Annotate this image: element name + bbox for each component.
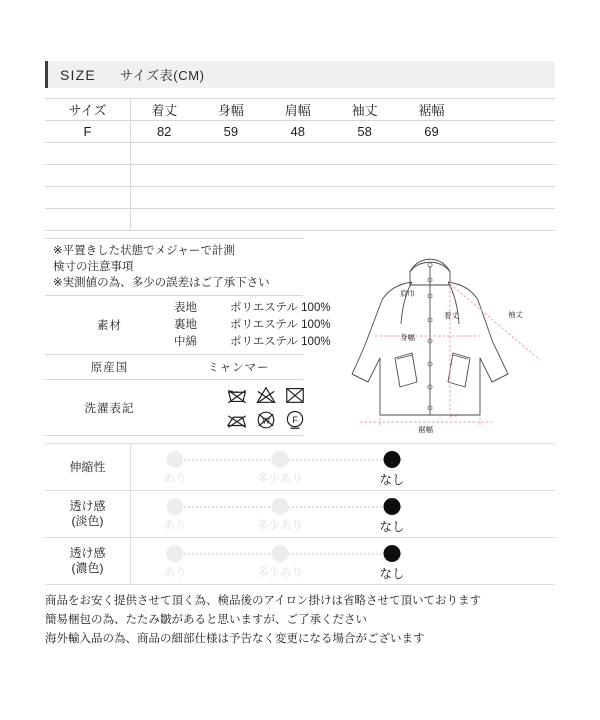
property-scale-stretch-cell [131,444,556,491]
scale-caption-0: あり [163,473,187,485]
cell-empty [45,143,131,165]
origin-row [45,355,303,380]
material-label: 素材 [45,296,174,355]
scale-point-0[interactable] [167,498,184,515]
property-label-line1: 透け感 [69,499,106,513]
table-row-empty [45,209,555,231]
note-line-2: 検寸の注意事項 [53,261,134,273]
table-row-empty [45,143,555,165]
property-scale-sheer-dark-cell [131,538,556,585]
property-label-line1: 伸縮性 [69,459,106,474]
cell-empty [331,165,398,187]
cell-empty [331,143,398,165]
cell-length: 82 [131,121,198,143]
scale-caption-2-selected: なし [379,567,405,581]
no-bleach-icon [255,384,277,406]
diagram-label-hem: 裾幅 [418,425,433,434]
cell-empty [131,165,198,187]
scale-point-0[interactable] [167,545,184,562]
fabric-property-table [45,443,555,585]
table-row-empty [45,187,555,209]
property-label-line1: 透け感 [69,546,106,560]
size-badge-label: SIZE [60,66,96,83]
property-scale-sheer-light [147,491,447,537]
measurement-notes-row [45,239,303,296]
size-table-header-row [45,99,555,121]
property-scale-sheer-light-cell [131,491,556,538]
size-header-bar [45,61,555,88]
property-scale-sheer-dark [147,538,447,584]
property-label-line2: (濃色) [71,561,104,575]
scale-track [175,506,402,508]
property-scale-stretch [147,444,447,490]
scale-track [175,553,402,555]
scale-caption-2-selected: なし [379,473,405,487]
cell-empty [465,165,555,187]
cell-sleeve: 58 [331,121,398,143]
property-row-stretch [45,444,555,491]
footer-line-1: 商品をお安く提供させて頂く為、検品後のアイロン掛けは省略させて頂いております [45,595,481,607]
dryclean-f-icon [284,409,306,431]
cell-empty [197,209,264,231]
cell-empty [197,143,264,165]
footer-line-2: 簡易梱包の為、たたみ皺があると思いますが、ご了承ください [45,614,367,626]
column-header-spacer [465,99,555,121]
no-machine-wash-icon [226,384,248,406]
svg-text:W: W [262,416,270,426]
column-header-length: 着丈 [131,99,198,121]
cell-empty [465,187,555,209]
cell-empty [331,209,398,231]
scale-caption-1: 多少あり [257,567,303,579]
cell-empty [264,209,331,231]
no-tumble-dry-icon [284,384,306,406]
footer-line-3: 海外輸入品の為、商品の細部仕様は予告なく変更になる場合がございます [45,633,425,645]
column-header-size: サイズ [45,99,131,121]
property-label-stretch [45,444,131,491]
property-label-line2: (淡色) [71,514,104,528]
scale-point-1[interactable] [272,545,289,562]
scale-caption-0: あり [163,520,187,532]
origin-label: 原産国 [45,355,174,380]
care-symbols [174,380,303,436]
cell-empty [131,187,198,209]
cell-empty [465,143,555,165]
cell-empty [131,209,198,231]
cell-empty [45,187,131,209]
product-spec-table [45,238,331,436]
cell-empty [45,209,131,231]
care-symbol-row-1 [226,384,306,406]
cell-empty [264,165,331,187]
cell-empty [465,209,555,231]
note-line-1: ※平置きした状態でメジャーで計測 [53,245,235,257]
svg-text:F: F [292,414,298,425]
material-values [174,296,331,355]
cell-empty [264,143,331,165]
origin-value: ミャンマー [174,355,303,380]
material-part-padding: 中綿 [174,336,197,348]
property-label-sheer-dark [45,538,131,585]
garment-measurement-diagram [340,240,570,440]
no-wet-clean-icon [255,409,277,431]
scale-caption-2-selected: なし [379,520,405,534]
scale-point-2-selected[interactable] [384,498,401,515]
diagram-label-bust: 身幅 [400,333,415,342]
material-part-lining: 裏地 [174,319,197,331]
size-measurement-table [45,98,555,231]
care-row [45,380,303,436]
scale-point-0[interactable] [167,451,184,468]
column-header-sleeve: 袖丈 [331,99,398,121]
cell-empty [197,187,264,209]
header-accent-bar [45,61,48,88]
note-line-3: ※実測値の為、多少の誤差はご了承下さい [53,277,270,289]
cell-shoulder: 48 [264,121,331,143]
scale-point-1[interactable] [272,498,289,515]
material-part-outer: 表地 [174,302,197,314]
cell-bust: 59 [197,121,264,143]
material-value-outer: ポリエステル 100% [230,302,331,314]
cell-empty [398,209,465,231]
scale-caption-1: 多少あり [257,473,303,485]
material-row [45,296,303,355]
scale-point-1[interactable] [272,451,289,468]
cell-empty [45,165,131,187]
cell-size-name: F [45,121,131,143]
diagram-label-shoulder: 肩巾 [400,289,415,298]
cell-spacer [465,121,555,143]
measurement-notes [45,239,303,296]
cell-empty [398,165,465,187]
scale-point-2-selected[interactable] [384,451,401,468]
cell-empty [131,143,198,165]
diagram-label-length: 着丈 [444,311,459,320]
property-label-sheer-light [45,491,131,538]
column-header-shoulder: 肩幅 [264,99,331,121]
cell-empty [264,187,331,209]
care-label: 洗濯表記 [45,380,174,436]
material-value-lining: ポリエステル 100% [230,319,331,331]
property-row-sheer-light [45,491,555,538]
footer-notes [45,592,565,649]
scale-caption-0: あり [163,567,187,579]
cell-hem: 69 [398,121,465,143]
column-header-bust: 身幅 [197,99,264,121]
cell-empty [331,187,398,209]
scale-caption-1: 多少あり [257,520,303,532]
cell-empty [398,187,465,209]
diagram-label-sleeve: 袖丈 [508,310,523,319]
cell-empty [398,143,465,165]
column-header-hem: 裾幅 [398,99,465,121]
no-iron-icon [226,409,248,431]
table-row [45,121,555,143]
garment-illustration [340,240,570,440]
size-table-title: サイズ表(CM) [119,68,205,83]
cell-empty [197,165,264,187]
scale-point-2-selected[interactable] [384,545,401,562]
material-value-padding: ポリエステル 100% [230,336,331,348]
property-row-sheer-dark [45,538,555,585]
care-symbol-row-2 [226,409,306,431]
table-row-empty [45,165,555,187]
scale-track [175,459,402,461]
